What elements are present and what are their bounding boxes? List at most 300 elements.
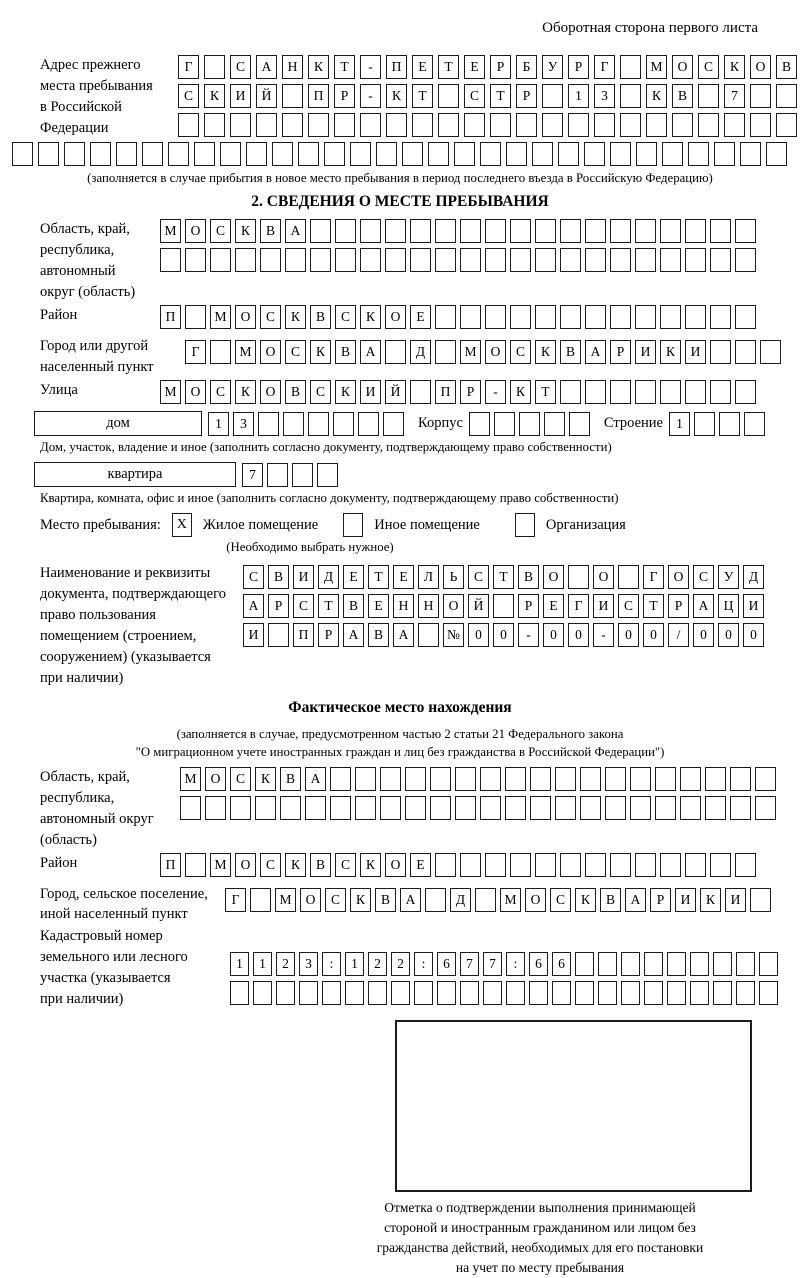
form-cell[interactable]: А [243,594,264,618]
form-cell[interactable] [410,219,431,243]
form-cell[interactable]: С [230,767,251,791]
form-cell[interactable] [380,796,401,820]
form-cell[interactable]: А [585,340,606,364]
form-cell[interactable]: Е [343,565,364,589]
form-cell[interactable] [680,767,701,791]
form-cell[interactable] [335,248,356,272]
form-cell[interactable] [530,796,551,820]
form-cell[interactable] [235,248,256,272]
form-cell[interactable] [735,380,756,404]
form-cell[interactable] [268,623,289,647]
form-cell[interactable]: М [235,340,256,364]
form-cell[interactable] [230,796,251,820]
form-cell[interactable]: В [518,565,539,589]
form-cell[interactable] [735,853,756,877]
form-cell[interactable]: Е [410,853,431,877]
form-cell[interactable] [635,380,656,404]
form-cell[interactable] [660,380,681,404]
form-cell[interactable]: О [668,565,689,589]
form-cell[interactable]: К [724,55,745,79]
form-cell[interactable] [710,305,731,329]
form-cell[interactable]: Ь [443,565,464,589]
form-cell[interactable]: 7 [460,952,479,976]
form-cell[interactable] [610,305,631,329]
form-cell[interactable] [530,767,551,791]
form-cell[interactable] [755,796,776,820]
form-cell[interactable] [610,248,631,272]
form-cell[interactable]: Р [610,340,631,364]
form-cell[interactable] [330,767,351,791]
form-cell[interactable]: К [386,84,407,108]
form-cell[interactable]: С [210,219,231,243]
form-cell[interactable] [635,248,656,272]
form-cell[interactable]: : [506,952,525,976]
form-cell[interactable] [688,142,709,166]
form-cell[interactable] [605,796,626,820]
form-cell[interactable]: - [518,623,539,647]
form-cell[interactable]: 6 [552,952,571,976]
form-cell[interactable] [438,84,459,108]
form-cell[interactable] [330,796,351,820]
form-cell[interactable]: 7 [724,84,745,108]
form-cell[interactable] [180,796,201,820]
form-cell[interactable] [490,113,511,137]
form-cell[interactable]: О [385,853,406,877]
form-cell[interactable] [575,952,594,976]
form-cell[interactable]: И [593,594,614,618]
form-cell[interactable] [460,981,479,1005]
form-cell[interactable]: П [293,623,314,647]
form-cell[interactable] [385,248,406,272]
form-cell[interactable] [435,305,456,329]
form-cell[interactable] [667,952,686,976]
form-cell[interactable]: 0 [468,623,489,647]
form-cell[interactable] [585,853,606,877]
form-cell[interactable]: 7 [483,952,502,976]
form-cell[interactable]: К [255,767,276,791]
form-cell[interactable] [350,142,371,166]
form-cell[interactable] [178,113,199,137]
form-cell[interactable] [435,853,456,877]
form-cell[interactable]: 0 [618,623,639,647]
form-cell[interactable] [710,248,731,272]
form-cell[interactable]: С [693,565,714,589]
form-cell[interactable]: М [210,305,231,329]
form-cell[interactable]: Г [185,340,206,364]
form-cell[interactable] [230,113,251,137]
form-cell[interactable]: С [178,84,199,108]
form-cell[interactable] [560,853,581,877]
form-cell[interactable]: Е [464,55,485,79]
form-cell[interactable]: В [600,888,621,912]
form-cell[interactable]: О [672,55,693,79]
form-cell[interactable] [272,142,293,166]
form-cell[interactable] [750,888,771,912]
form-cell[interactable]: 1 [253,952,272,976]
form-cell[interactable]: Г [594,55,615,79]
checkbox-residential[interactable]: X [172,513,192,537]
form-cell[interactable]: 6 [437,952,456,976]
form-cell[interactable]: 0 [643,623,664,647]
form-cell[interactable] [402,142,423,166]
form-cell[interactable] [355,796,376,820]
form-cell[interactable] [519,412,540,436]
form-cell[interactable]: Л [418,565,439,589]
form-cell[interactable] [610,142,631,166]
form-cell[interactable] [585,380,606,404]
form-cell[interactable]: И [743,594,764,618]
form-cell[interactable] [480,142,501,166]
form-cell[interactable] [282,113,303,137]
form-cell[interactable] [735,219,756,243]
form-cell[interactable]: С [243,565,264,589]
form-cell[interactable]: С [510,340,531,364]
form-cell[interactable] [685,219,706,243]
form-cell[interactable] [759,981,778,1005]
form-cell[interactable] [690,952,709,976]
form-cell[interactable] [267,463,288,487]
form-cell[interactable] [494,412,515,436]
form-cell[interactable] [425,888,446,912]
form-cell[interactable] [204,55,225,79]
form-cell[interactable]: П [435,380,456,404]
form-cell[interactable]: В [776,55,797,79]
form-cell[interactable]: А [393,623,414,647]
form-cell[interactable]: К [535,340,556,364]
form-cell[interactable] [230,981,249,1005]
form-cell[interactable]: В [310,853,331,877]
form-cell[interactable]: И [230,84,251,108]
form-cell[interactable] [580,796,601,820]
form-cell[interactable]: 0 [543,623,564,647]
form-cell[interactable] [454,142,475,166]
form-cell[interactable] [410,248,431,272]
form-cell[interactable] [391,981,410,1005]
form-cell[interactable]: О [185,219,206,243]
form-cell[interactable]: К [510,380,531,404]
form-cell[interactable] [280,796,301,820]
form-cell[interactable] [485,305,506,329]
form-cell[interactable]: 2 [276,952,295,976]
form-cell[interactable] [480,796,501,820]
form-cell[interactable] [621,952,640,976]
form-cell[interactable] [644,981,663,1005]
form-cell[interactable] [460,248,481,272]
form-cell[interactable]: Р [268,594,289,618]
form-cell[interactable]: Д [318,565,339,589]
form-cell[interactable] [568,565,589,589]
form-cell[interactable]: Й [468,594,489,618]
form-cell[interactable]: А [256,55,277,79]
form-cell[interactable]: М [180,767,201,791]
form-cell[interactable]: И [685,340,706,364]
form-cell[interactable]: К [646,84,667,108]
form-cell[interactable] [460,219,481,243]
form-cell[interactable] [660,219,681,243]
form-cell[interactable] [283,412,304,436]
form-cell[interactable] [418,623,439,647]
form-cell[interactable] [575,981,594,1005]
form-cell[interactable] [310,219,331,243]
form-cell[interactable] [510,305,531,329]
form-cell[interactable]: Т [318,594,339,618]
form-cell[interactable] [505,796,526,820]
form-cell[interactable]: Т [490,84,511,108]
form-cell[interactable] [672,113,693,137]
form-cell[interactable]: К [235,380,256,404]
form-cell[interactable] [635,305,656,329]
form-cell[interactable]: О [443,594,464,618]
form-cell[interactable]: М [160,219,181,243]
form-cell[interactable] [386,113,407,137]
form-cell[interactable]: № [443,623,464,647]
form-cell[interactable]: О [185,380,206,404]
form-cell[interactable] [485,248,506,272]
form-cell[interactable] [185,853,206,877]
form-cell[interactable]: Т [438,55,459,79]
form-cell[interactable] [598,952,617,976]
form-cell[interactable] [660,305,681,329]
form-cell[interactable]: - [485,380,506,404]
form-cell[interactable] [705,767,726,791]
form-cell[interactable]: 1 [208,412,229,436]
form-cell[interactable]: С [618,594,639,618]
form-cell[interactable]: И [635,340,656,364]
form-cell[interactable]: И [243,623,264,647]
form-cell[interactable]: К [310,340,331,364]
form-cell[interactable]: 0 [718,623,739,647]
form-cell[interactable]: С [260,853,281,877]
form-cell[interactable]: П [160,853,181,877]
form-cell[interactable] [610,853,631,877]
form-cell[interactable]: 1 [568,84,589,108]
form-cell[interactable]: Е [368,594,389,618]
form-cell[interactable] [698,84,719,108]
form-cell[interactable]: Р [460,380,481,404]
form-cell[interactable]: / [668,623,689,647]
form-cell[interactable]: А [343,623,364,647]
form-cell[interactable] [610,219,631,243]
form-cell[interactable] [298,142,319,166]
form-cell[interactable] [510,219,531,243]
form-cell[interactable] [766,142,787,166]
form-cell[interactable]: К [360,305,381,329]
form-cell[interactable]: 0 [743,623,764,647]
form-cell[interactable] [635,853,656,877]
form-cell[interactable]: О [543,565,564,589]
form-cell[interactable]: А [625,888,646,912]
form-cell[interactable] [464,113,485,137]
form-cell[interactable]: М [500,888,521,912]
form-cell[interactable] [160,248,181,272]
form-cell[interactable] [580,767,601,791]
form-cell[interactable] [505,767,526,791]
form-cell[interactable] [414,981,433,1005]
form-cell[interactable]: С [698,55,719,79]
form-cell[interactable] [308,113,329,137]
form-cell[interactable] [435,219,456,243]
form-cell[interactable] [437,981,456,1005]
form-cell[interactable] [405,767,426,791]
form-cell[interactable]: О [235,853,256,877]
form-cell[interactable] [535,305,556,329]
form-cell[interactable] [168,142,189,166]
form-cell[interactable] [324,142,345,166]
form-cell[interactable]: К [575,888,596,912]
form-cell[interactable] [620,84,641,108]
form-cell[interactable] [710,380,731,404]
form-cell[interactable]: В [268,565,289,589]
form-cell[interactable]: М [210,853,231,877]
form-cell[interactable]: Б [516,55,537,79]
form-cell[interactable]: 1 [669,412,690,436]
form-cell[interactable] [646,113,667,137]
form-cell[interactable] [64,142,85,166]
form-cell[interactable] [690,981,709,1005]
form-cell[interactable]: : [322,952,341,976]
form-cell[interactable] [360,248,381,272]
form-cell[interactable] [560,219,581,243]
form-cell[interactable] [713,952,732,976]
form-cell[interactable] [185,248,206,272]
form-cell[interactable]: В [280,767,301,791]
form-cell[interactable] [585,219,606,243]
form-cell[interactable] [685,248,706,272]
form-cell[interactable] [258,412,279,436]
form-cell[interactable] [255,796,276,820]
form-cell[interactable] [644,952,663,976]
form-cell[interactable] [38,142,59,166]
form-cell[interactable] [510,853,531,877]
form-cell[interactable]: В [335,340,356,364]
form-cell[interactable] [630,796,651,820]
form-cell[interactable] [204,113,225,137]
form-cell[interactable] [405,796,426,820]
form-cell[interactable]: В [310,305,331,329]
form-cell[interactable] [256,113,277,137]
form-cell[interactable]: С [260,305,281,329]
form-cell[interactable] [12,142,33,166]
form-cell[interactable]: Й [256,84,277,108]
form-cell[interactable]: 3 [594,84,615,108]
form-cell[interactable]: О [750,55,771,79]
form-cell[interactable] [358,412,379,436]
form-cell[interactable] [740,142,761,166]
form-cell[interactable]: К [308,55,329,79]
form-cell[interactable] [714,142,735,166]
form-cell[interactable] [506,981,525,1005]
form-cell[interactable]: П [386,55,407,79]
form-cell[interactable]: А [693,594,714,618]
form-cell[interactable] [655,796,676,820]
form-cell[interactable] [736,952,755,976]
form-cell[interactable] [618,565,639,589]
form-cell[interactable] [744,412,765,436]
form-cell[interactable] [620,55,641,79]
form-cell[interactable] [750,84,771,108]
form-cell[interactable]: - [593,623,614,647]
form-cell[interactable]: В [560,340,581,364]
form-cell[interactable] [584,142,605,166]
form-cell[interactable] [205,796,226,820]
form-cell[interactable] [568,113,589,137]
form-cell[interactable]: С [464,84,485,108]
form-cell[interactable]: К [700,888,721,912]
form-cell[interactable] [194,142,215,166]
form-cell[interactable]: С [550,888,571,912]
form-cell[interactable]: 3 [299,952,318,976]
form-cell[interactable] [620,113,641,137]
form-cell[interactable] [246,142,267,166]
form-cell[interactable]: С [285,340,306,364]
form-cell[interactable] [475,888,496,912]
form-cell[interactable]: 2 [391,952,410,976]
form-cell[interactable]: О [485,340,506,364]
form-cell[interactable] [360,113,381,137]
form-cell[interactable] [660,853,681,877]
form-cell[interactable] [685,305,706,329]
form-cell[interactable] [532,142,553,166]
form-cell[interactable]: 0 [568,623,589,647]
form-cell[interactable]: 1 [345,952,364,976]
form-cell[interactable] [376,142,397,166]
form-cell[interactable]: Т [643,594,664,618]
form-cell[interactable]: О [385,305,406,329]
form-cell[interactable]: 6 [529,952,548,976]
form-cell[interactable]: Г [643,565,664,589]
form-cell[interactable] [560,305,581,329]
form-cell[interactable]: У [542,55,563,79]
form-cell[interactable] [736,981,755,1005]
form-cell[interactable]: У [718,565,739,589]
form-cell[interactable]: Р [516,84,537,108]
form-cell[interactable]: К [285,853,306,877]
form-cell[interactable]: Р [668,594,689,618]
form-cell[interactable]: А [400,888,421,912]
form-cell[interactable]: Н [282,55,303,79]
form-cell[interactable]: Т [535,380,556,404]
form-cell[interactable] [555,767,576,791]
form-cell[interactable] [333,412,354,436]
form-cell[interactable]: Т [368,565,389,589]
form-cell[interactable]: Е [410,305,431,329]
form-cell[interactable]: Е [412,55,433,79]
form-cell[interactable] [317,463,338,487]
form-cell[interactable] [535,248,556,272]
form-cell[interactable]: В [285,380,306,404]
form-cell[interactable]: М [646,55,667,79]
form-cell[interactable] [510,248,531,272]
form-cell[interactable]: Й [385,380,406,404]
form-cell[interactable]: О [260,340,281,364]
form-cell[interactable] [308,412,329,436]
form-cell[interactable] [322,981,341,1005]
form-cell[interactable]: 0 [693,623,714,647]
form-cell[interactable]: Н [393,594,414,618]
form-cell[interactable]: С [325,888,346,912]
form-cell[interactable] [285,248,306,272]
form-cell[interactable]: Т [493,565,514,589]
form-cell[interactable]: К [360,853,381,877]
form-cell[interactable] [210,248,231,272]
form-cell[interactable] [558,142,579,166]
form-cell[interactable] [662,142,683,166]
form-cell[interactable] [483,981,502,1005]
form-cell[interactable] [660,248,681,272]
form-cell[interactable] [220,142,241,166]
form-cell[interactable] [185,305,206,329]
form-cell[interactable]: С [230,55,251,79]
